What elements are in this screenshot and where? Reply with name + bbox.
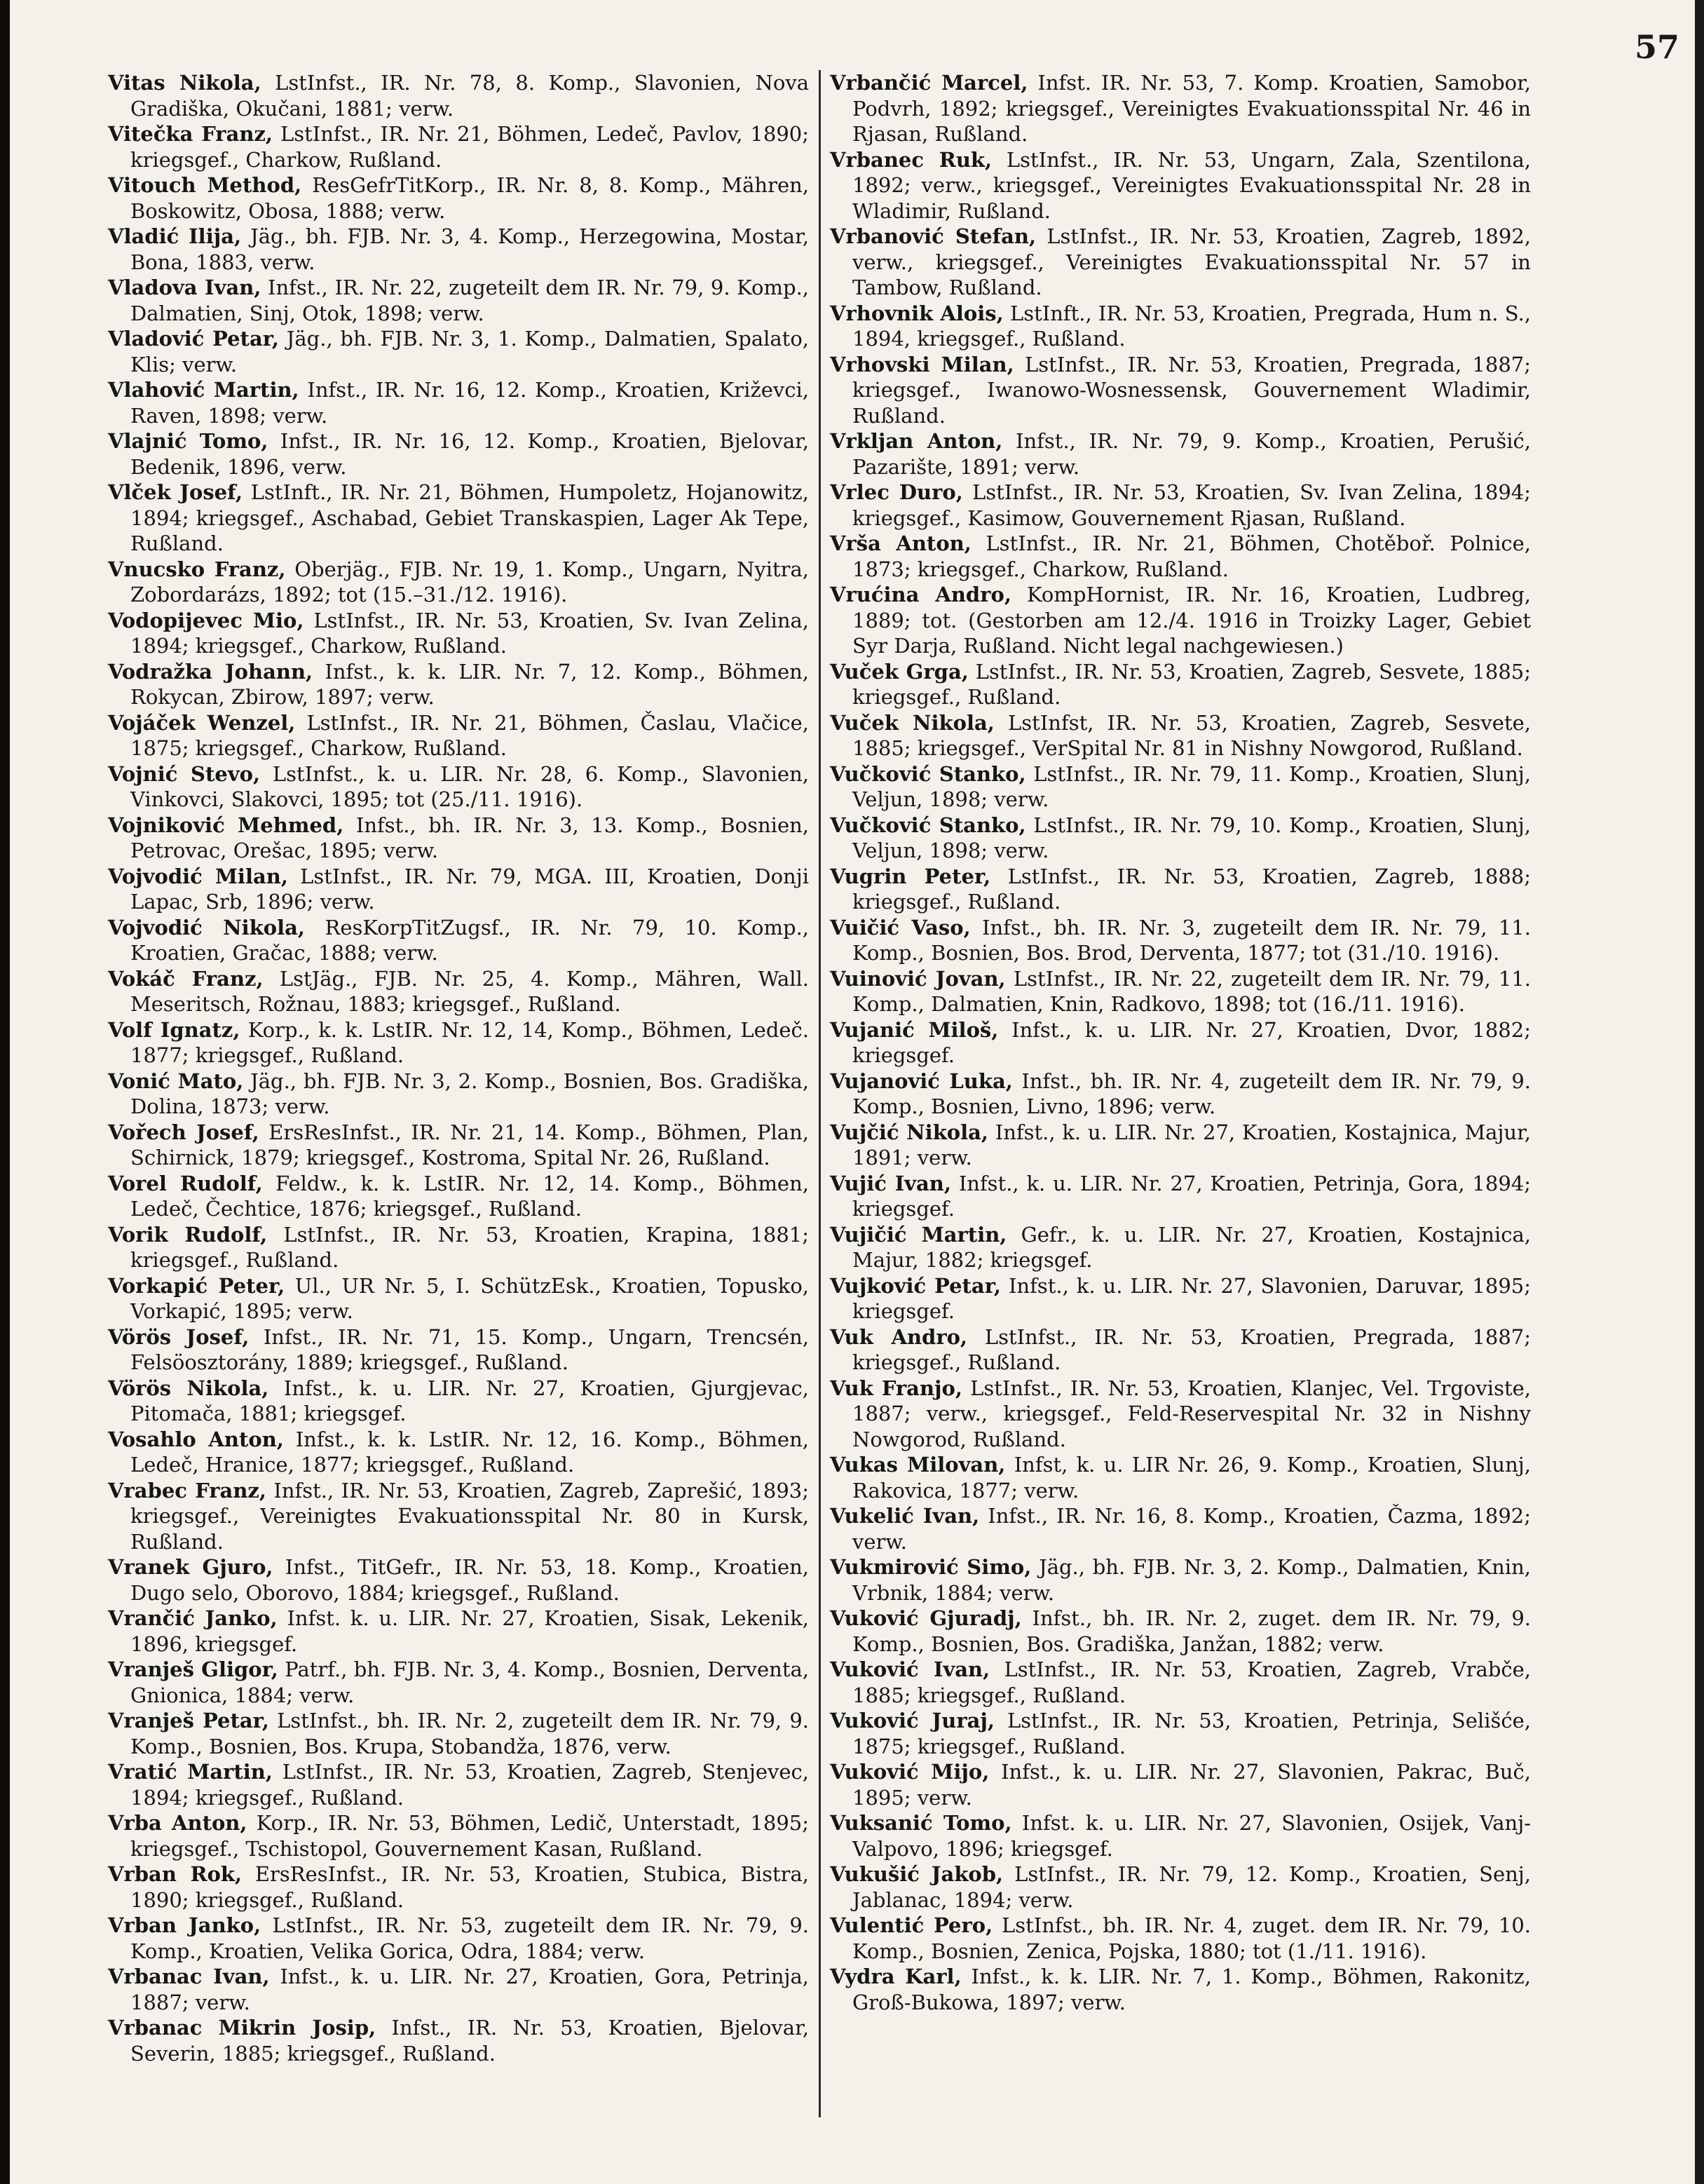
entry-name: Vrućina Andro,: [830, 583, 1011, 606]
entry-name: Vugrin Peter,: [830, 864, 991, 888]
entry-name: Vrkljan Anton,: [830, 429, 1003, 453]
entry-details: LstInfst., IR. Nr. 53, Kroatien, Krapina, 1881; kriegsgef., Rußland.: [130, 1222, 809, 1272]
entry-name: Vujanić Miloš,: [830, 1017, 999, 1042]
entry-details: Infst., k. u. LIR. Nr. 27, Kroatien, Kostajnica, Majur, 1891; verw.: [852, 1120, 1531, 1169]
entry-details: LstInfst., IR. Nr. 53, Kroatien, Pregrada, 1887; kriegsgef., Iwanowo-Wosnessensk, Gouvernement Wladimir, Rußland.: [852, 352, 1531, 428]
list-item: [830, 1222, 1531, 1273]
list-item: [108, 710, 809, 761]
book-spine-edge: [0, 0, 10, 2184]
entry-details: Jäg., bh. FJB. Nr. 3, 2. Komp., Bosnien, Bos. Gradiška, Dolina, 1873; verw.: [130, 1069, 810, 1118]
entry-details: LstInfst., IR. Nr. 53, Kroatien, Klanjec, Vel. Trgoviste, 1887; verw., kriegsgef., Feld-Reservespital Nr. 32 in Nishny Nowgorod, Rußland.: [852, 1376, 1531, 1451]
entry-details: Infst., k. k. LIR. Nr. 7, 1. Komp., Böhmen, Rakonitz, Groß-Bukowa, 1897; verw.: [852, 1965, 1531, 2014]
entry-name: Vitečka Franz,: [108, 122, 273, 146]
entry-details: Infst., k. u. LIR. Nr. 27, Kroatien, Gjurgjevac, Pitomača, 1881; kriegsgef.: [130, 1376, 809, 1425]
entry-name: Vořech Josef,: [108, 1120, 259, 1144]
list-item: [830, 1324, 1531, 1376]
list-item: [830, 1861, 1531, 1913]
entry-details: Infst., IR. Nr. 22, zugeteilt dem IR. Nr. 79, 9. Komp., Dalmatien, Sinj, Otok, 1898; verw.: [130, 276, 810, 325]
list-item: [108, 1324, 809, 1376]
entry-name: Vlček Josef,: [108, 480, 243, 504]
list-item: [830, 1913, 1531, 1964]
list-item: [830, 1503, 1531, 1554]
entry-name: Vokáč Franz,: [108, 966, 264, 991]
entry-details: LstInfst., IR. Nr. 53, Kroatien, Zagreb, Stenjevec, 1894; kriegsgef., Rußland.: [130, 1760, 810, 1810]
entry-details: Infst., k. u. LIR. Nr. 27, Slavonien, Pakrac, Buč, 1895; verw.: [852, 1760, 1532, 1810]
list-item: [108, 1120, 809, 1171]
list-item: [108, 480, 809, 557]
list-item: [830, 813, 1531, 864]
entry-name: Vorel Rudolf,: [108, 1171, 263, 1195]
list-item: [108, 377, 809, 428]
list-item: [108, 1222, 809, 1273]
list-item: [830, 147, 1531, 224]
list-item: [830, 1273, 1531, 1324]
entry-name: Vosahlo Anton,: [108, 1427, 284, 1451]
list-item: [830, 1657, 1531, 1708]
entry-details: Patrf., bh. FJB. Nr. 3, 4. Komp., Bosnien, Derventa, Gnionica, 1884; verw.: [130, 1657, 809, 1707]
list-item: [108, 172, 809, 224]
entry-name: Vučković Stanko,: [830, 813, 1026, 837]
entry-name: Vranješ Petar,: [108, 1709, 269, 1732]
entry-details: Infst., k. u. LIR. Nr. 27, Kroatien, Dvor, 1882; kriegsgef.: [852, 1017, 1531, 1067]
entry-name: Vujanović Luka,: [830, 1069, 1013, 1093]
entry-name: Vnucsko Franz,: [108, 557, 286, 581]
list-item: [108, 1554, 809, 1606]
list-item: [830, 480, 1531, 531]
list-item: [830, 1606, 1531, 1657]
entry-name: Vodražka Johann,: [108, 659, 313, 684]
list-item: [108, 659, 809, 710]
entry-name: Vuček Grga,: [830, 659, 969, 684]
entry-name: Vojniković Mehmed,: [108, 813, 344, 837]
entry-details: Korp., k. k. LstIR. Nr. 12, 14, Komp., Böhmen, Ledeč. 1877; kriegsgef., Rußland.: [130, 1017, 810, 1067]
entry-name: Vrba Anton,: [108, 1811, 247, 1835]
entry-name: Vučković Stanko,: [830, 761, 1026, 786]
list-item: [108, 557, 809, 608]
entry-details: Infst. IR. Nr. 53, 7. Komp. Kroatien, Samobor, Podvrh, 1892; kriegsgef., Vereinigtes Evakuationsspital Nr. 46 in Rjasan, Rußland.: [852, 71, 1532, 146]
entry-details: Infst., bh. IR. Nr. 3, 13. Komp., Bosnien, Petrovac, Orešac, 1895; verw.: [130, 813, 810, 862]
page-number: 57: [1634, 28, 1679, 66]
entry-name: Vrabec Franz,: [108, 1478, 267, 1503]
list-item: [830, 531, 1531, 582]
entry-name: Vrančić Janko,: [108, 1606, 278, 1630]
entry-details: LstInfst, IR. Nr. 53, Kroatien, Zagreb, Sesvete, 1885; kriegsgef., VerSpital Nr. 81 in Nishny Nowgorod, Rußland.: [852, 710, 1531, 760]
list-item: [108, 1708, 809, 1759]
entry-details: LstInfst., IR. Nr. 53, Ungarn, Zala, Szentilona, 1892; verw., kriegsgef., Vereinigtes Evakuationsspital Nr. 28 in Wladimir, Rußland.: [852, 147, 1531, 223]
entry-details: LstInfst., IR. Nr. 79, 12. Komp., Kroatien, Senj, Jablanac, 1894; verw.: [852, 1862, 1532, 1912]
entry-name: Vrban Rok,: [108, 1862, 243, 1886]
list-item: [108, 813, 809, 864]
list-item: [108, 915, 809, 966]
list-item: [830, 864, 1531, 915]
entry-name: Vujić Ivan,: [830, 1171, 951, 1195]
list-item: [108, 608, 809, 659]
entry-name: Vranek Gjuro,: [108, 1555, 273, 1579]
entry-details: Infst., k. u. LIR. Nr. 27, Kroatien, Petrinja, Gora, 1894; kriegsgef.: [852, 1171, 1532, 1221]
list-item: [108, 761, 809, 813]
entry-details: LstInfst., IR. Nr. 53, Kroatien, Petrinja, Selišće, 1875; kriegsgef., Rußland.: [852, 1709, 1531, 1758]
entry-name: Vitas Nikola,: [108, 71, 261, 95]
entry-details: ErsResInfst., IR. Nr. 21, 14. Komp., Böhmen, Plan, Schirnick, 1879; kriegsgef., Kostroma, Spital Nr. 26, Rußland.: [130, 1120, 809, 1169]
list-item: [830, 70, 1531, 147]
list-item: [108, 275, 809, 326]
left-column: [108, 70, 809, 2066]
entry-details: LstInfst., IR. Nr. 53, Kroatien, Pregrada, 1887; kriegsgef., Rußland.: [852, 1324, 1532, 1374]
list-item: [830, 1708, 1531, 1759]
entry-name: Vrbanec Ruk,: [830, 147, 993, 172]
entry-name: Vrlec Duro,: [830, 480, 963, 504]
entry-name: Vörös Nikola,: [108, 1376, 269, 1400]
list-item: [108, 1861, 809, 1913]
entry-name: Vukelić Ivan,: [830, 1504, 980, 1528]
entry-details: Gefr., k. u. LIR. Nr. 27, Kroatien, Kostajnica, Majur, 1882; kriegsgef.: [852, 1222, 1531, 1272]
entry-details: LstInfst., bh. IR. Nr. 2, zugeteilt dem IR. Nr. 79, 9. Komp., Bosnien, Bos. Krupa, Stobandža, 1876, verw.: [130, 1709, 810, 1758]
list-item: [830, 1759, 1531, 1810]
entry-name: Vrhovnik Alois,: [830, 301, 1004, 325]
entry-name: Vlajnić Tomo,: [108, 429, 268, 453]
list-item: [108, 1657, 809, 1708]
list-item: [108, 1017, 809, 1069]
entry-details: LstInfst., IR. Nr. 21, Böhmen, Chotěboř. Polnice, 1873; kriegsgef., Charkow, Rußland.: [852, 531, 1531, 581]
list-item: [830, 659, 1531, 710]
entry-details: Ul., UR Nr. 5, I. SchützEsk., Kroatien, Topusko, Vorkapić, 1895; verw.: [130, 1273, 810, 1323]
entry-details: LstInfst., IR. Nr. 79, 11. Komp., Kroatien, Slunj, Veljun, 1898; verw.: [852, 761, 1531, 811]
entry-details: Infst., IR. Nr. 16, 8. Komp., Kroatien, Čazma, 1892; verw.: [852, 1504, 1532, 1554]
list-item: [108, 966, 809, 1017]
entry-name: Vuinović Jovan,: [830, 966, 1006, 991]
list-item: [108, 1376, 809, 1427]
entry-name: Vonić Mato,: [108, 1069, 244, 1093]
list-item: [108, 1913, 809, 1964]
entry-name: Vojvodić Nikola,: [108, 915, 306, 940]
entry-name: Vuičić Vaso,: [830, 915, 971, 940]
entry-name: Vuković Gjuradj,: [830, 1606, 1022, 1630]
list-item: [830, 1452, 1531, 1503]
entry-details: LstInfst., IR. Nr. 78, 8. Komp., Slavonien, Nova Gradiška, Okučani, 1881; verw.: [130, 71, 809, 121]
entry-details: Infst, k. u. LIR Nr. 26, 9. Komp., Kroatien, Slunj, Rakovica, 1877; verw.: [852, 1453, 1531, 1503]
list-item: [108, 1478, 809, 1555]
right-column: [830, 70, 1531, 2015]
entry-details: Korp., IR. Nr. 53, Böhmen, Ledič, Unterstadt, 1895; kriegsgef., Tschistopol, Gouvernement Kasan, Rußland.: [130, 1811, 809, 1861]
entry-name: Vrbančić Marcel,: [830, 71, 1028, 95]
entry-details: LstInft., IR. Nr. 53, Kroatien, Pregrada, Hum n. S., 1894, kriegsgef., Rußland.: [852, 301, 1531, 351]
entry-name: Vrbanović Stefan,: [830, 224, 1037, 248]
entry-name: Vrbanac Mikrin Josip,: [108, 2016, 376, 2040]
entry-details: ResGefrTitKorp., IR. Nr. 8, 8. Komp., Mähren, Boskowitz, Obosa, 1888; verw.: [130, 173, 810, 223]
entry-details: Infst., k. k. LIR. Nr. 7, 12. Komp., Böhmen, Rokycan, Zbirow, 1897; verw.: [130, 659, 810, 709]
entry-details: Infst., bh. IR. Nr. 3, zugeteilt dem IR. Nr. 79, 11. Komp., Bosnien, Bos. Brod, Derventa, 1877; tot (31./10. 1916).: [852, 915, 1532, 965]
entry-name: Vuksanić Tomo,: [830, 1811, 1012, 1835]
list-item: [108, 326, 809, 377]
entry-name: Vukmirović Simo,: [830, 1555, 1032, 1579]
list-item: [830, 915, 1531, 966]
entry-details: Infst., IR. Nr. 53, Kroatien, Zagreb, Zaprešić, 1893; kriegsgef., Vereinigtes Evakuationsspital Nr. 80 in Kursk, Rußland.: [130, 1478, 810, 1554]
entry-name: Vukas Milovan,: [830, 1453, 1006, 1477]
list-item: [108, 1171, 809, 1222]
list-item: [108, 1069, 809, 1120]
entry-details: Infst., k. u. LIR. Nr. 27, Kroatien, Gora, Petrinja, 1887; verw.: [130, 1965, 809, 2014]
entry-details: ResKorpTitZugsf., IR. Nr. 79, 10. Komp., Kroatien, Gračac, 1888; verw.: [130, 915, 810, 965]
entry-details: LstInfst., IR. Nr. 53, Kroatien, Sv. Ivan Zelina, 1894; kriegsgef., Kasimow, Gouvernement Rjasan, Rußland.: [852, 480, 1532, 530]
entry-name: Vrhovski Milan,: [830, 352, 1014, 377]
list-item: [830, 1017, 1531, 1069]
entry-details: Infst. k. u. LIR. Nr. 27, Slavonien, Osijek, Vanj-Valpovo, 1896; kriegsgef.: [852, 1811, 1532, 1861]
entry-details: LstInfst., IR. Nr. 53, zugeteilt dem IR. Nr. 79, 9. Komp., Kroatien, Velika Gorica, Odra, 1884; verw.: [130, 1913, 810, 1963]
entry-details: Infst., IR. Nr. 16, 12. Komp., Kroatien, Križevci, Raven, 1898; verw.: [130, 378, 810, 428]
entry-details: Jäg., bh. FJB. Nr. 3, 4. Komp., Herzegowina, Mostar, Bona, 1883, verw.: [130, 224, 809, 274]
list-item: [108, 1759, 809, 1810]
entry-name: Vujčić Nikola,: [830, 1120, 989, 1144]
entry-details: LstInfst., IR. Nr. 21, Böhmen, Ledeč, Pavlov, 1890; kriegsgef., Charkow, Rußland.: [130, 122, 809, 172]
list-item: [830, 352, 1531, 429]
entry-details: Jäg., bh. FJB. Nr. 3, 1. Komp., Dalmatien, Spalato, Klis; verw.: [130, 327, 810, 377]
entry-details: Infst. k. u. LIR. Nr. 27, Kroatien, Sisak, Lekenik, 1896, kriegsgef.: [130, 1606, 809, 1656]
entry-name: Vojvodić Milan,: [108, 864, 288, 888]
list-item: [108, 1273, 809, 1324]
entry-details: Oberjäg., FJB. Nr. 19, 1. Komp., Ungarn, Nyitra, Zobordarázs, 1892; tot (15.–31./12. 1916).: [130, 557, 810, 606]
entry-details: LstInfst., IR. Nr. 79, MGA. III, Kroatien, Donji Lapac, Srb, 1896; verw.: [130, 864, 809, 914]
list-item: [108, 2015, 809, 2066]
entry-details: LstInfst., IR. Nr. 22, zugeteilt dem IR. Nr. 79, 11. Komp., Dalmatien, Knin, Radkovo, 1898; tot (16./11. 1916).: [852, 966, 1531, 1016]
entry-details: LstInfst., IR. Nr. 53, Kroatien, Sv. Ivan Zelina, 1894; kriegsgef., Charkow, Rußland.: [130, 608, 810, 658]
list-item: [830, 301, 1531, 352]
entry-details: LstInfst., IR. Nr. 53, Kroatien, Zagreb, Vrabče, 1885; kriegsgef., Rußland.: [852, 1657, 1532, 1707]
list-item: [830, 1069, 1531, 1120]
list-item: [830, 761, 1531, 813]
entry-name: Vrban Janko,: [108, 1913, 261, 1937]
entry-name: Vydra Karl,: [830, 1965, 962, 1988]
entry-name: Vrbanac Ivan,: [108, 1965, 270, 1988]
entry-details: KompHornist, IR. Nr. 16, Kroatien, Ludbreg, 1889; tot. (Gestorben am 12./4. 1916 in Troizky Lager, Gebiet Syr Darja, Rußland. Nicht legal nachgewiesen.): [852, 583, 1532, 658]
entry-details: Infst., IR. Nr. 71, 15. Komp., Ungarn, Trencsén, Felsöosztorány, 1889; kriegsgef., Rußland.: [130, 1324, 810, 1374]
entry-name: Vorik Rudolf,: [108, 1222, 268, 1247]
entry-name: Volf Ignatz,: [108, 1017, 240, 1042]
entry-name: Vuček Nikola,: [830, 710, 995, 735]
list-item: [108, 1810, 809, 1861]
entry-name: Vuk Franjo,: [830, 1376, 962, 1400]
entry-name: Vlahović Martin,: [108, 378, 299, 402]
list-item: [830, 710, 1531, 761]
list-item: [830, 1964, 1531, 2015]
entry-details: Infst., IR. Nr. 79, 9. Komp., Kroatien, Perušić, Pazarište, 1891; verw.: [852, 429, 1531, 479]
list-item: [830, 966, 1531, 1017]
entry-details: Infst., IR. Nr. 16, 12. Komp., Kroatien, Bjelovar, Bedenik, 1896, verw.: [130, 429, 810, 479]
entry-name: Vörös Josef,: [108, 1324, 250, 1349]
entry-name: Vojnić Stevo,: [108, 761, 261, 786]
entry-name: Vitouch Method,: [108, 173, 302, 197]
entry-details: LstInft., IR. Nr. 21, Böhmen, Humpoletz, Hojanowitz, 1894; kriegsgef., Aschabad, Gebiet Transkaspien, Lager Ak Tepe, Rußland.: [130, 480, 809, 555]
entry-details: LstInfst., IR. Nr. 53, Kroatien, Zagreb, Sesvete, 1885; kriegsgef., Rußland.: [852, 659, 1531, 709]
entry-details: Infst., TitGefr., IR. Nr. 53, 18. Komp., Kroatien, Dugo selo, Oborovo, 1884; kriegsgef., Rußland.: [130, 1555, 810, 1605]
entry-details: Infst., IR. Nr. 53, Kroatien, Bjelovar, Severin, 1885; kriegsgef., Rußland.: [130, 2016, 809, 2066]
entry-details: LstJäg., FJB. Nr. 25, 4. Komp., Mähren, Wall. Meseritsch, Rožnau, 1883; kriegsgef., Rußland.: [130, 966, 810, 1016]
entry-details: LstInfst., IR. Nr. 53, Kroatien, Zagreb, 1892, verw., kriegsgef., Vereinigtes Evakuationsspital Nr. 57 in Tambow, Rußland.: [852, 224, 1531, 299]
list-item: [830, 224, 1531, 301]
list-item: [108, 1964, 809, 2015]
entry-details: Infst., bh. IR. Nr. 4, zugeteilt dem IR. Nr. 79, 9. Komp., Bosnien, Livno, 1896; verw.: [852, 1069, 1531, 1118]
list-item: [830, 1810, 1531, 1861]
entry-name: Vujković Petar,: [830, 1273, 1001, 1298]
entry-name: Vodopijevec Mio,: [108, 608, 304, 632]
entry-details: Infst., k. u. LIR. Nr. 27, Slavonien, Daruvar, 1895; kriegsgef.: [852, 1273, 1532, 1323]
entry-details: LstInfst., k. u. LIR. Nr. 28, 6. Komp., Slavonien, Vinkovci, Slakovci, 1895; tot (25./11. 1916).: [130, 761, 809, 811]
list-item: [830, 428, 1531, 480]
entry-details: LstInfst., IR. Nr. 53, Kroatien, Zagreb, 1888; kriegsgef., Rußland.: [852, 864, 1531, 914]
list-item: [830, 1554, 1531, 1606]
entry-name: Vojáček Wenzel,: [108, 710, 296, 735]
entry-name: Vladova Ivan,: [108, 276, 261, 299]
entry-name: Vranješ Gligor,: [108, 1657, 278, 1681]
entry-name: Vladović Petar,: [108, 327, 280, 351]
entry-name: Vukušić Jakob,: [830, 1862, 1004, 1886]
entry-name: Vratić Martin,: [108, 1760, 273, 1784]
entry-name: Vladić Ilija,: [108, 224, 242, 248]
entry-name: Vrša Anton,: [830, 531, 972, 555]
column-divider: [819, 70, 821, 2117]
list-item: [830, 1171, 1531, 1222]
list-item: [108, 1427, 809, 1478]
document-page: [10, 0, 1695, 2184]
list-item: [108, 224, 809, 275]
entry-details: Infst., k. k. LstIR. Nr. 12, 16. Komp., Böhmen, Ledeč, Hranice, 1877; kriegsgef., Rußland.: [130, 1427, 809, 1477]
entry-details: Infst., bh. IR. Nr. 2, zuget. dem IR. Nr. 79, 9. Komp., Bosnien, Bos. Gradiška, Janžan, 1882; verw.: [852, 1606, 1531, 1656]
entry-details: LstInfst., IR. Nr. 21, Böhmen, Časlau, Vlačice, 1875; kriegsgef., Charkow, Rußland.: [130, 710, 810, 760]
entry-details: LstInfst., bh. IR. Nr. 4, zuget. dem IR. Nr. 79, 10. Komp., Bosnien, Zenica, Pojska, 1880; tot (1./11. 1916).: [852, 1913, 1531, 1963]
list-item: [108, 428, 809, 480]
entry-name: Vuković Juraj,: [830, 1709, 995, 1732]
entry-details: LstInfst., IR. Nr. 79, 10. Komp., Kroatien, Slunj, Veljun, 1898; verw.: [852, 813, 1531, 862]
list-item: [108, 70, 809, 121]
entry-name: Vuković Mijo,: [830, 1760, 990, 1784]
list-item: [830, 582, 1531, 659]
entry-name: Vorkapić Peter,: [108, 1273, 285, 1298]
list-item: [830, 1376, 1531, 1453]
entry-name: Vujičić Martin,: [830, 1222, 1007, 1247]
entry-details: ErsResInfst., IR. Nr. 53, Kroatien, Stubica, Bistra, 1890; kriegsgef., Rußland.: [130, 1862, 809, 1912]
list-item: [108, 864, 809, 915]
entry-name: Vulentić Pero,: [830, 1913, 993, 1937]
entry-name: Vuk Andro,: [830, 1324, 968, 1349]
entry-details: Jäg., bh. FJB. Nr. 3, 2. Komp., Dalmatien, Knin, Vrbnik, 1884; verw.: [852, 1555, 1531, 1605]
list-item: [830, 1120, 1531, 1171]
entry-details: Feldw., k. k. LstIR. Nr. 12, 14. Komp., Böhmen, Ledeč, Čechtice, 1876; kriegsgef., Rußland.: [130, 1171, 809, 1221]
list-item: [108, 1606, 809, 1657]
list-item: [108, 121, 809, 172]
entry-name: Vuković Ivan,: [830, 1657, 990, 1681]
